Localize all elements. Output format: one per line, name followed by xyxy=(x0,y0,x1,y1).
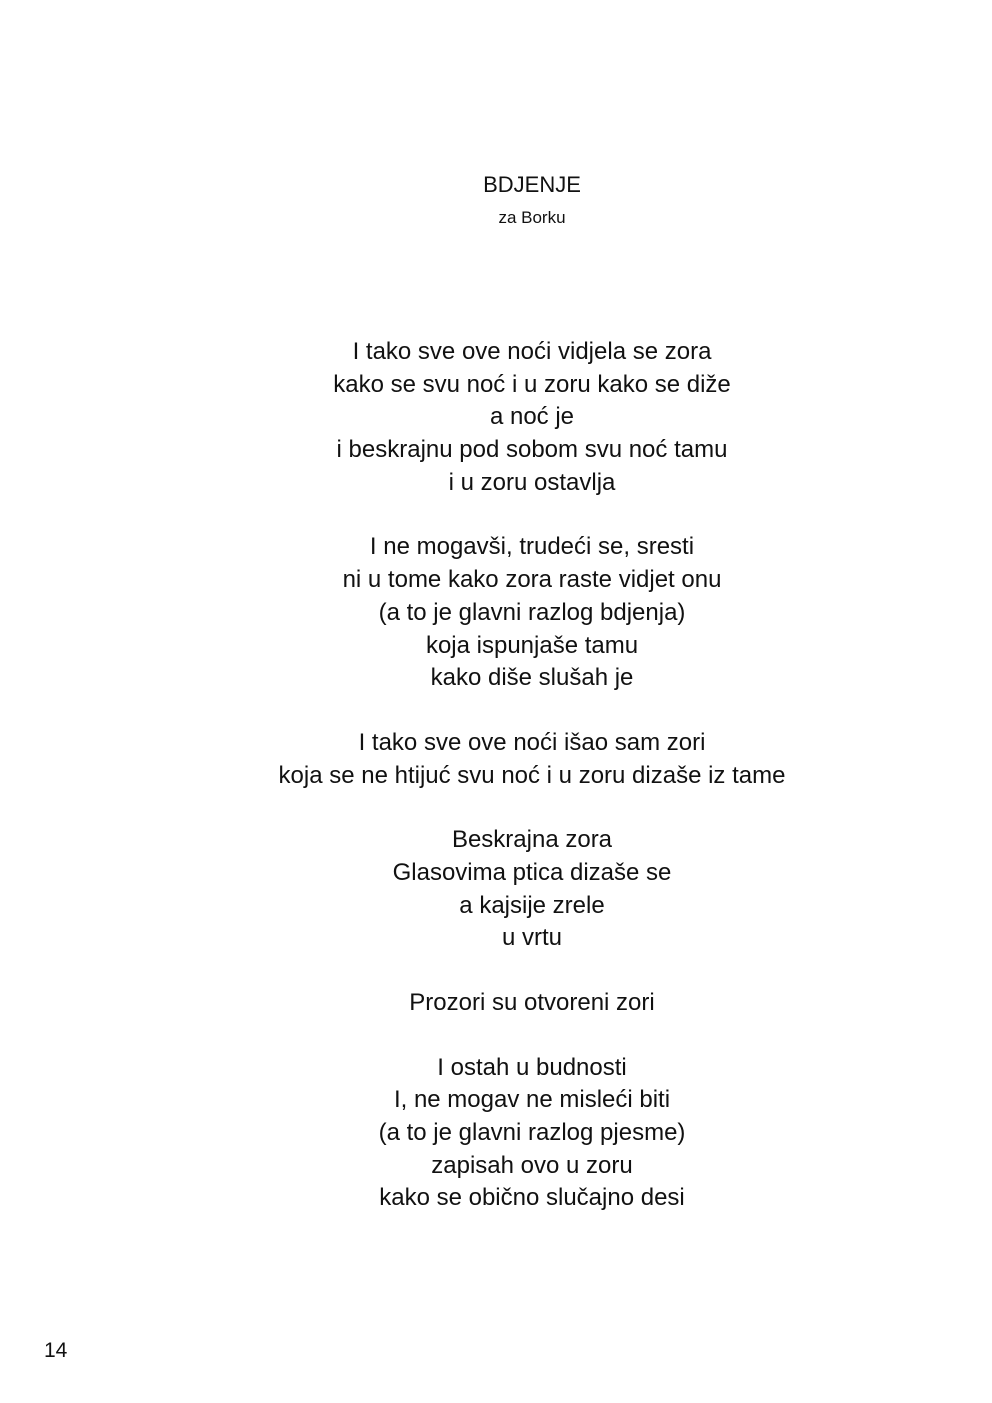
stanza xyxy=(0,531,992,694)
poem-line: I tako sve ove noći išao sam zori xyxy=(358,728,706,756)
poem-line: kako diše slušah je xyxy=(430,664,634,692)
poem-line: koja ispunjaše tamu xyxy=(425,631,639,659)
page-number: 14 xyxy=(44,1339,68,1362)
stanza xyxy=(0,824,992,955)
poem-line: Glasovima ptica dizaše se xyxy=(392,858,672,886)
stanza xyxy=(0,987,992,1020)
poem-line: i beskrajnu pod sobom svu noć tamu xyxy=(336,436,728,464)
poem-line: Prozori su otvoreni zori xyxy=(409,989,655,1016)
poem-line: zapisah ovo u zoru xyxy=(431,1151,633,1179)
stanza xyxy=(0,1052,992,1215)
poem-line: (a to je glavni razlog bdjenja) xyxy=(378,598,686,626)
poem-line: I, ne mogav ne misleći biti xyxy=(393,1086,671,1114)
stanza xyxy=(0,336,992,499)
poem-line: kako se svu noć i u zoru kako se diže xyxy=(333,370,731,398)
poem-line: (a to je glavni razlog pjesme) xyxy=(378,1119,686,1147)
poem-dedication: za Borku xyxy=(498,208,566,227)
poem-line: I ostah u budnosti xyxy=(437,1053,627,1081)
poem-line: Beskrajna zora xyxy=(451,826,613,854)
poem-line: ni u tome kako zora raste vidjet onu xyxy=(342,566,722,594)
stanza xyxy=(0,727,992,792)
poem-body xyxy=(0,336,992,1247)
poem-line: a kajsije zrele xyxy=(459,891,605,919)
poem-line: a noć je xyxy=(489,403,575,431)
poem-line: i u zoru ostavlja xyxy=(448,468,616,496)
poem-line: I ne mogavši, trudeći se, sresti xyxy=(369,533,695,561)
poem-line: koja se ne htijuć svu noć i u zoru dizaše iz tame xyxy=(278,761,786,789)
poem-title: BDJENJE xyxy=(483,172,581,197)
poem-line: u vrtu xyxy=(501,924,563,952)
poem-line: I tako sve ove noći vidjela se zora xyxy=(352,338,712,365)
poem-line: kako se obično slučajno desi xyxy=(379,1184,685,1212)
